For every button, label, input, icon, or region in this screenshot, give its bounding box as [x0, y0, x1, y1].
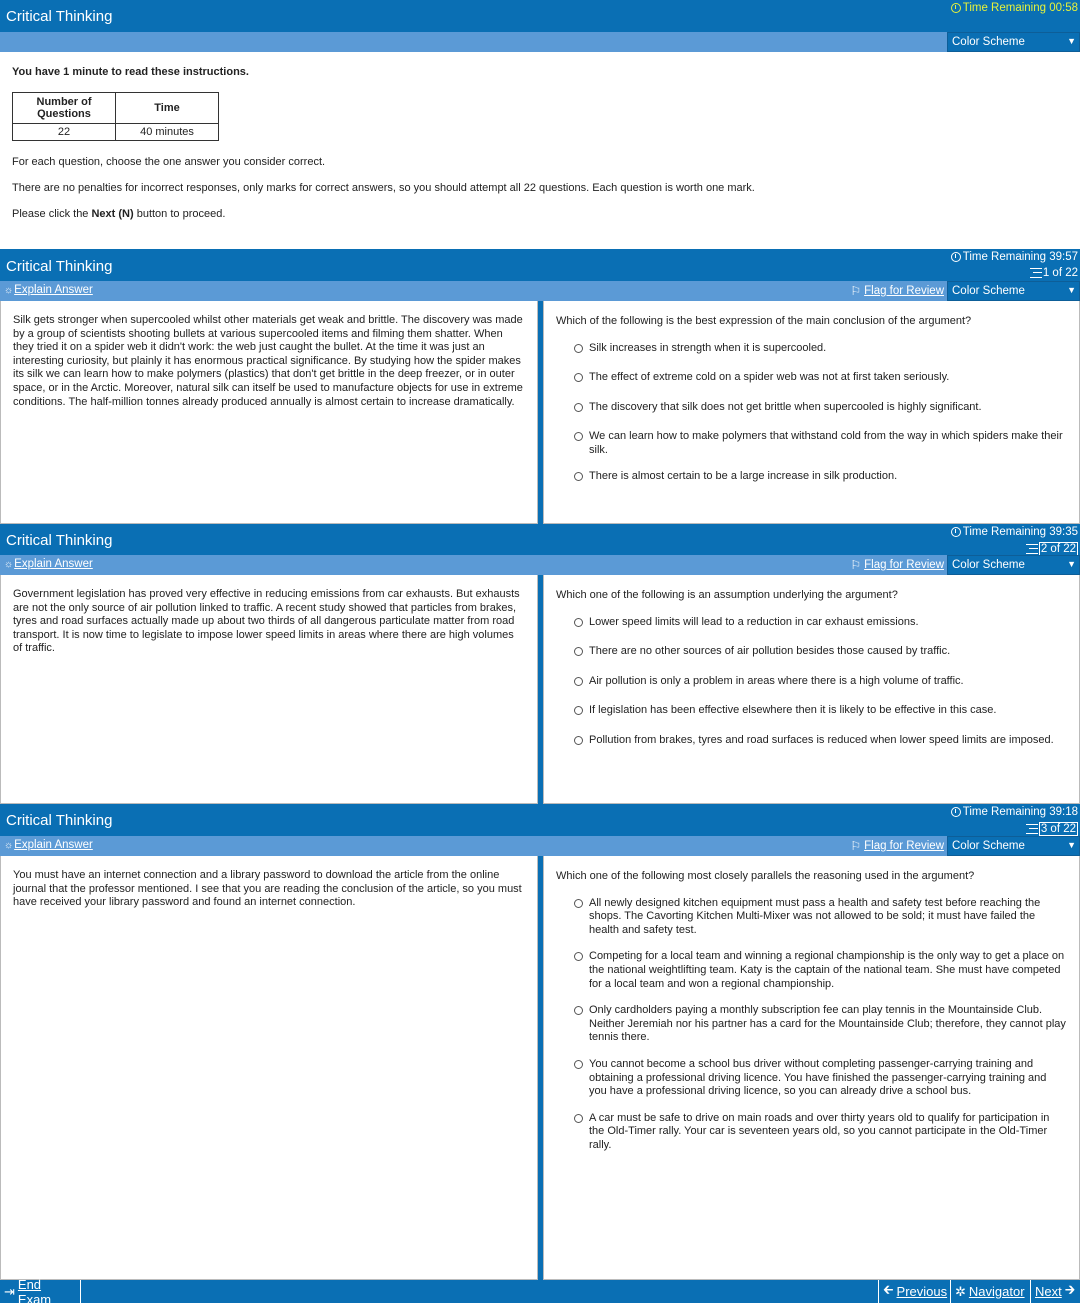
time-remaining	[951, 251, 1078, 263]
clock-icon	[951, 807, 961, 817]
answer-option[interactable]	[574, 1004, 1067, 1045]
radio-button[interactable]	[574, 618, 583, 627]
passage: You must have an internet connection and a library password to download the article from the online journal that the professor mentioned. I see that you are reading the conclusion of the article, so you must have received your library password and found an internet connection.	[0, 856, 538, 1280]
question-panel	[543, 301, 1080, 524]
answer-option[interactable]	[574, 1058, 1067, 1099]
passage: Silk gets stronger when supercooled whilst other materials get weak and brittle. The discovery was made by a group of scientists shooting bullets at various supercooled items and filming them shatter. When they tried it on a spider web it didn't work: the web just caught the bullet. At the time it was just an interesting curiosity, but plainly it has enormous practical significance. By studying how the spider makes its silk we can learn how to make polymers (plastics) that don't get brittle in the deep freezer, or in outer space, or in the Arctic. Moreover, natural silk can itself be used to manufacture objects for use in extreme conditions. The half-million tonnes already produced annually is almost certain to increase dramatically.	[0, 301, 538, 524]
flag-for-review-button[interactable]	[850, 284, 944, 298]
question-counter	[1030, 267, 1078, 279]
list-icon	[1026, 824, 1038, 834]
navigator-button[interactable]	[950, 1280, 1030, 1303]
time-remaining-text: Time Remaining 39:35	[962, 526, 1078, 538]
question-panel	[543, 575, 1080, 804]
color-scheme-select[interactable]	[947, 555, 1080, 575]
explain-answer-label: Explain Answer	[14, 558, 93, 570]
q3-titlebar	[0, 804, 1080, 836]
instruction-para-1: For each question, choose the one answer you consider correct.	[12, 156, 326, 168]
time-remaining	[951, 806, 1078, 818]
instructions	[0, 66, 1080, 220]
answer-option[interactable]	[574, 401, 1067, 415]
color-scheme-label: Color Scheme	[952, 840, 1025, 852]
list-icon	[1030, 268, 1042, 278]
flag-for-review-label: Flag for Review	[864, 285, 944, 297]
answer-option-text: There is almost certain to be a large increase in silk production.	[589, 469, 898, 482]
q3-toolbar	[0, 836, 1080, 856]
radio-button[interactable]	[574, 736, 583, 745]
radio-button[interactable]	[574, 1114, 583, 1123]
answer-option-text: The discovery that silk does not get brittle when supercooled is highly significant.	[589, 400, 982, 413]
flag-icon: ⚐	[850, 558, 862, 572]
time-remaining	[951, 2, 1078, 14]
table-cell-questions: 22	[13, 124, 116, 141]
time-remaining-text: Time Remaining 39:18	[962, 806, 1078, 818]
question-counter	[1026, 822, 1078, 836]
question-panel	[543, 856, 1080, 1280]
app-title: Critical Thinking	[6, 812, 113, 829]
time-remaining-text: Time Remaining 00:58	[962, 2, 1078, 14]
instructions-heading: You have 1 minute to read these instructions.	[12, 66, 249, 78]
radio-button[interactable]	[574, 706, 583, 715]
answer-option[interactable]	[574, 342, 1067, 356]
answer-option[interactable]	[574, 704, 1067, 718]
answer-option-text: Air pollution is only a problem in areas where there is a high volume of traffic.	[589, 674, 964, 687]
previous-button[interactable]	[878, 1280, 950, 1303]
clock-icon	[951, 3, 961, 13]
q2-titlebar	[0, 524, 1080, 555]
app-title: Critical Thinking	[6, 8, 113, 25]
question-counter	[1026, 542, 1078, 556]
next-label: Next	[1035, 1284, 1062, 1299]
table-header-time: Time	[116, 93, 219, 124]
question-text: Which one of the following is an assumption underlying the argument?	[556, 589, 898, 601]
end-exam-button[interactable]	[0, 1276, 81, 1307]
passage: Government legislation has proved very effective in reducing emissions from car exhausts. But exhausts are not the only source of air pollution linked to traffic. A recent study showed that particles from brakes, tyres and road surfaces actually made up about two thirds of all dangerous particulate matter from road transport. It is now time to legislate to impose lower speed limits in areas where there are high volumes of traffic.	[0, 575, 538, 804]
answer-option[interactable]	[574, 1112, 1067, 1153]
color-scheme-select[interactable]	[947, 281, 1080, 301]
dropdown-arrow-icon: ▼	[1067, 840, 1076, 850]
answer-option[interactable]	[574, 734, 1067, 748]
radio-button[interactable]	[574, 899, 583, 908]
q2-panels	[0, 575, 1080, 804]
flag-for-review-button[interactable]	[850, 558, 944, 572]
q1-panels	[0, 301, 1080, 524]
answer-option[interactable]	[574, 371, 1067, 385]
list-icon	[1026, 544, 1038, 554]
exam-info-table	[12, 92, 219, 141]
color-scheme-label: Color Scheme	[952, 36, 1025, 48]
clock-icon	[951, 527, 961, 537]
q1-titlebar	[0, 249, 1080, 281]
lightbulb-icon: ☼	[4, 284, 13, 296]
q3-panels	[0, 856, 1080, 1280]
instruction-para-3	[12, 208, 1068, 220]
explain-answer-label: Explain Answer	[14, 839, 93, 851]
answer-option[interactable]	[574, 470, 1067, 484]
navigator-icon: ✲	[955, 1283, 966, 1299]
lightbulb-icon: ☼	[4, 839, 13, 851]
answer-option-text: A car must be safe to drive on main roads and over thirty years old to qualify for participation in the Old-Timer rally. Your car is seventeen years old, so you cannot participate in the Old-Timer rally.	[589, 1111, 1050, 1151]
intro-titlebar	[0, 0, 1080, 32]
bottom-nav-bar	[0, 1276, 1080, 1307]
table-cell-time: 40 minutes	[116, 124, 219, 141]
previous-label: Previous	[896, 1284, 948, 1299]
radio-button[interactable]	[574, 472, 583, 481]
answer-option-text: Only cardholders paying a monthly subscription fee can play tennis in the Mountainside Club. Neither Jeremiah nor his partner has a card for the Mountainside Club; therefore, they cannot play tennis there.	[589, 1004, 1066, 1044]
answer-option-text: We can learn how to make polymers that withstand cold from the way in which spiders make their silk.	[589, 430, 1063, 456]
color-scheme-select[interactable]	[947, 32, 1080, 52]
radio-button[interactable]	[574, 677, 583, 686]
flag-for-review-button[interactable]	[850, 839, 944, 853]
answer-option-text: Silk increases in strength when it is supercooled.	[589, 341, 827, 354]
instruction-para-2: There are no penalties for incorrect responses, only marks for correct answers, so you should attempt all 22 questions. Each question is worth one mark.	[12, 182, 755, 194]
radio-button[interactable]	[574, 432, 583, 441]
explain-answer-button[interactable]	[4, 558, 93, 570]
color-scheme-label: Color Scheme	[952, 559, 1025, 571]
answer-option-text: If legislation has been effective elsewhere then it is likely to be effective in this case.	[589, 704, 997, 717]
dropdown-arrow-icon: ▼	[1067, 285, 1076, 295]
radio-button[interactable]	[574, 403, 583, 412]
color-scheme-select[interactable]	[947, 836, 1080, 856]
answer-option-text: The effect of extreme cold on a spider web was not at first taken seriously.	[589, 371, 950, 384]
navigator-label: Navigator	[968, 1284, 1025, 1299]
question-counter-text: 2 of 22	[1040, 543, 1076, 555]
intro-toolbar	[0, 32, 1080, 52]
radio-button[interactable]	[574, 1060, 583, 1069]
arrow-right-icon: 🡲	[1064, 1281, 1076, 1297]
answer-option-text: There are no other sources of air pollution besides those caused by traffic.	[589, 645, 951, 658]
radio-button[interactable]	[574, 344, 583, 353]
radio-button[interactable]	[574, 1006, 583, 1015]
table-header-questions: Number of Questions	[13, 93, 116, 124]
answer-option-text: Competing for a local team and winning a regional championship is the only way to get a place on the national weightlifting team. Katy is the captain of the national team. She must have competed for a local team and won a regional championship.	[589, 950, 1065, 990]
radio-button[interactable]	[574, 647, 583, 656]
answer-option[interactable]	[574, 616, 1067, 630]
question-text: Which one of the following most closely parallels the reasoning used in the argument?	[556, 870, 975, 882]
answer-option[interactable]	[574, 675, 1067, 689]
flag-icon: ⚐	[850, 284, 862, 298]
answer-option-text: Lower speed limits will lead to a reduction in car exhaust emissions.	[589, 615, 919, 628]
question-counter-text: 3 of 22	[1040, 823, 1076, 835]
answer-option[interactable]	[574, 430, 1067, 457]
time-remaining-text: Time Remaining 39:57	[962, 251, 1078, 263]
question-text: Which of the following is the best expression of the main conclusion of the argument?	[556, 315, 972, 327]
clock-icon	[951, 252, 961, 262]
explain-answer-label: Explain Answer	[14, 284, 93, 296]
color-scheme-label: Color Scheme	[952, 285, 1025, 297]
answer-option[interactable]	[574, 950, 1067, 991]
exit-icon: ⇥	[4, 1283, 15, 1299]
answer-option-text: All newly designed kitchen equipment must pass a health and safety test before reaching the shops. The Cavorting Kitchen Multi-Mixer was not allowed to be sold; it must have failed the health and safety test.	[589, 896, 1041, 936]
arrow-left-icon: 🡰	[883, 1281, 894, 1297]
question-counter-text: 1 of 22	[1042, 267, 1078, 279]
q1-toolbar	[0, 281, 1080, 301]
time-remaining	[951, 526, 1078, 538]
next-key-hint: Next (N)	[91, 208, 134, 220]
app-title: Critical Thinking	[6, 258, 113, 275]
flag-for-review-label: Flag for Review	[864, 559, 944, 571]
radio-button[interactable]	[574, 952, 583, 961]
answer-option[interactable]	[574, 645, 1067, 659]
q2-toolbar	[0, 555, 1080, 575]
para3-text: Please click the	[12, 208, 92, 220]
lightbulb-icon: ☼	[4, 558, 13, 570]
app-title: Critical Thinking	[6, 532, 113, 549]
explain-answer-button[interactable]	[4, 284, 93, 296]
next-button[interactable]	[1030, 1280, 1080, 1303]
answer-option-text: Pollution from brakes, tyres and road surfaces is reduced when lower speed limits are imposed.	[589, 733, 1054, 746]
answer-option-text: You cannot become a school bus driver without completing passenger-carrying training and obtaining a professional driving licence. You have finished the passenger-carrying training and you have a professional driving licence, so you can already drive a school bus.	[589, 1057, 1047, 1098]
radio-button[interactable]	[574, 373, 583, 382]
dropdown-arrow-icon: ▼	[1067, 559, 1076, 569]
answer-option[interactable]	[574, 897, 1067, 938]
flag-icon: ⚐	[850, 839, 862, 853]
explain-answer-button[interactable]	[4, 839, 93, 851]
dropdown-arrow-icon: ▼	[1067, 36, 1076, 46]
end-exam-label: End Exam	[17, 1276, 52, 1307]
flag-for-review-label: Flag for Review	[864, 840, 944, 852]
para3-text-end: button to proceed.	[133, 208, 226, 220]
